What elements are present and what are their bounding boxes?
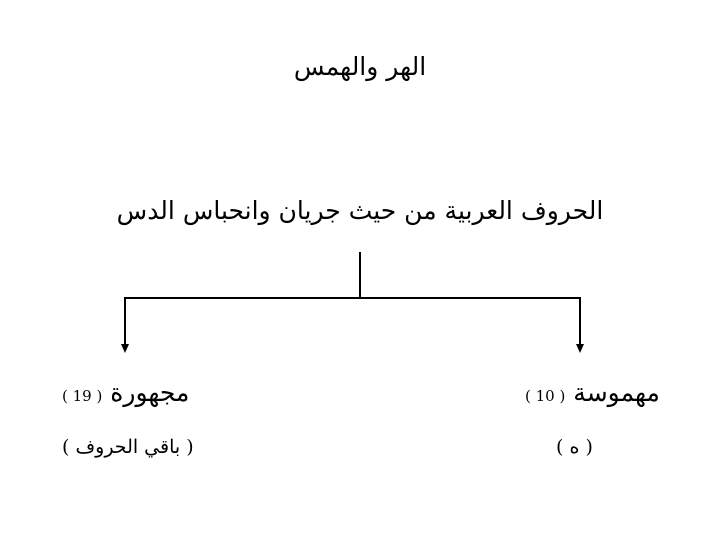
left-arrowhead xyxy=(121,344,129,353)
root-node-label: الحروف العربية من حيث جريان وانحباس الدس xyxy=(116,196,604,225)
voiceless-node xyxy=(525,378,660,407)
voiceless-letters: ( ه ) xyxy=(556,436,593,458)
right-arrowhead xyxy=(576,344,584,353)
voiceless-count: ( 10 ) xyxy=(525,387,566,405)
voiceless-label: مهموسة xyxy=(573,378,660,407)
voiced-label: مجهورة xyxy=(110,378,190,407)
voiced-node xyxy=(62,378,189,407)
diagram-title: الهر والهمس xyxy=(293,52,427,81)
voiced-count: ( 19 ) xyxy=(62,387,103,405)
voiced-letters: ( باقي الحروف ) xyxy=(62,436,194,458)
